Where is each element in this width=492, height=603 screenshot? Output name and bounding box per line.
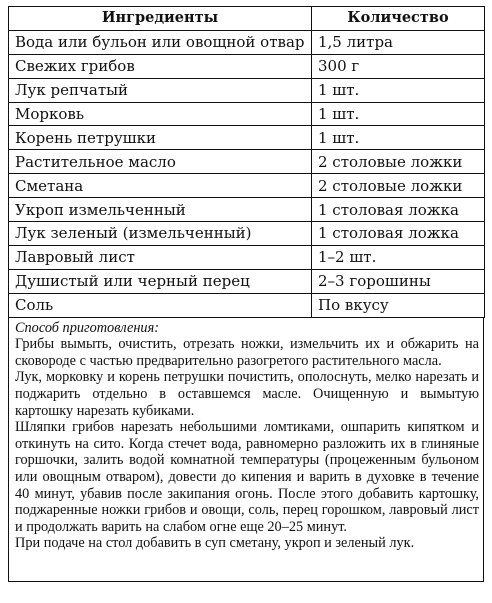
- column-header-ingredients: Ингредиенты: [9, 7, 312, 31]
- table-row: [9, 30, 485, 54]
- table-row: [9, 78, 485, 102]
- table-row: [9, 54, 485, 78]
- method-heading: Способ приготовления:: [15, 319, 159, 336]
- quantity-cell: 1,5 литра: [312, 30, 485, 54]
- column-header-quantity: Количество: [312, 7, 485, 31]
- recipe: [8, 6, 484, 582]
- table-row: [9, 293, 485, 317]
- quantity-cell: 2 столовые ложки: [312, 150, 485, 174]
- table-row: [9, 174, 485, 198]
- ingredient-cell: Корень петрушки: [9, 126, 312, 150]
- ingredient-cell: Укроп измельченный: [9, 198, 312, 222]
- table-row: [9, 126, 485, 150]
- quantity-cell: По вкусу: [312, 293, 485, 317]
- quantity-cell: 2 столовые ложки: [312, 174, 485, 198]
- quantity-cell: 1 шт.: [312, 102, 485, 126]
- quantity-cell: 1 столовая ложка: [312, 222, 485, 246]
- ingredient-cell: Соль: [9, 293, 312, 317]
- quantity-cell: 1–2 шт.: [312, 245, 485, 269]
- ingredient-cell: Душистый или черный перец: [9, 269, 312, 293]
- ingredient-cell: Сметана: [9, 174, 312, 198]
- table-row: [9, 102, 485, 126]
- ingredient-cell: Лук репчатый: [9, 78, 312, 102]
- method-paragraph: Шляпки грибов нарезать небольшими ломтиками, ошпарить кипятком и откинуть на сито. Когда стечет вода, равномерно разложить их в глиняные горшочки, залить водой комнатной температуры (процеженным бульоном или овощным отваром), довести до кипения и варить в духовке в течение 40 минут, убавив после закипания огонь. После этого добавить картошку, поджаренные ножки грибов и овощи, соль, перец горошком, лавровый лист и продолжать варить на слабом огне еще 20–25 минут.: [15, 419, 479, 535]
- quantity-cell: 1 столовая ложка: [312, 198, 485, 222]
- ingredient-cell: Лук зеленый (измельченный): [9, 222, 312, 246]
- table-row: [9, 245, 485, 269]
- method-paragraph: Лук, морковку и корень петрушки почистить, ополоснуть, мелко нарезать и поджарить отдельно в оставшемся масле. Очищенную и вымытую картошку нарезать кубиками.: [15, 369, 479, 419]
- quantity-cell: 1 шт.: [312, 78, 485, 102]
- table-row: [9, 222, 485, 246]
- table-row: [9, 150, 485, 174]
- quantity-cell: 1 шт.: [312, 126, 485, 150]
- ingredient-cell: Морковь: [9, 102, 312, 126]
- method-paragraph: При подаче на стол добавить в суп сметану, укроп и зеленый лук.: [15, 535, 415, 552]
- ingredient-cell: Лавровый лист: [9, 245, 312, 269]
- method-paragraph: Грибы вымыть, очистить, отрезать ножки, измельчить их и обжарить на сковороде с частью предварительно разогретого растительного масла.: [15, 336, 479, 369]
- quantity-cell: 2–3 горошины: [312, 269, 485, 293]
- table-row: [9, 269, 485, 293]
- table-header-row: [9, 7, 485, 31]
- ingredient-cell: Растительное масло: [9, 150, 312, 174]
- ingredient-cell: Вода или бульон или овощной отвар: [9, 30, 312, 54]
- method-section: [8, 318, 484, 582]
- ingredient-cell: Свежих грибов: [9, 54, 312, 78]
- table-row: [9, 198, 485, 222]
- ingredients-table: [8, 6, 485, 318]
- quantity-cell: 300 г: [312, 54, 485, 78]
